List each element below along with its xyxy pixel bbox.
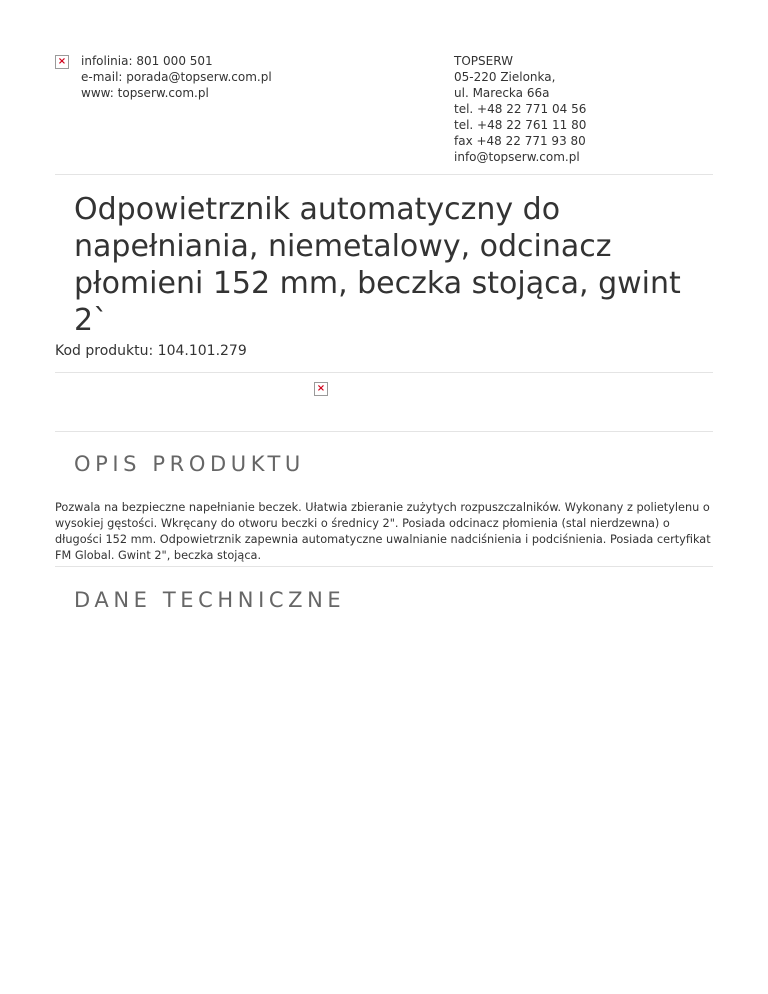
company-phone-2: tel. +48 22 761 11 80 [454,118,587,132]
company-phone-1: tel. +48 22 771 04 56 [454,102,587,116]
broken-image-icon: × [57,56,67,67]
company-postal-city: 05-220 Zielonka, [454,70,556,84]
description-text: Pozwala na bezpieczne napełnianie beczek. Ułatwia zbieranie zużytych rozpuszczalników. Wykonany z polietylenu o wysokiej gęstości. Wkręcany do otworu beczki o średnicy 2". Posiada odcinacz płomienia (stal nierdzewna) o długości 152 mm. Odpowietrznik zapewnia automatyczne uwalnianie nadciśnienia i podciśnienia. Posiada certyfikat FM Global. Gwint 2", beczka stojąca. [55,501,711,562]
product-title: Odpowietrznik automatyczny do napełniania, niemetalowy, odcinacz płomieni 152 mm, beczka stojąca, gwint 2` [74,192,681,338]
company-email: info@topserw.com.pl [454,150,580,164]
product-code: Kod produktu: 104.101.279 [55,343,247,359]
company-street: ul. Marecka 66a [454,86,550,100]
website-text: www: topserw.com.pl [81,86,209,100]
technical-data-heading: DANE TECHNICZNE [74,588,346,612]
company-logo-broken-image-icon [55,55,69,69]
broken-image-icon: × [316,383,326,394]
company-address [454,53,586,165]
header-divider [55,174,713,175]
hotline-text: infolinia: 801 000 501 [81,54,213,68]
description-divider [55,566,713,567]
contact-email-text: e-mail: porada@topserw.com.pl [81,70,272,84]
title-divider [55,372,713,373]
image-divider [55,431,713,432]
company-fax: fax +48 22 771 93 80 [454,134,586,148]
contact-info [81,53,272,101]
description-heading: OPIS PRODUKTU [74,452,305,476]
product-image-broken-image-icon [314,382,328,396]
company-name: TOPSERW [454,54,513,68]
